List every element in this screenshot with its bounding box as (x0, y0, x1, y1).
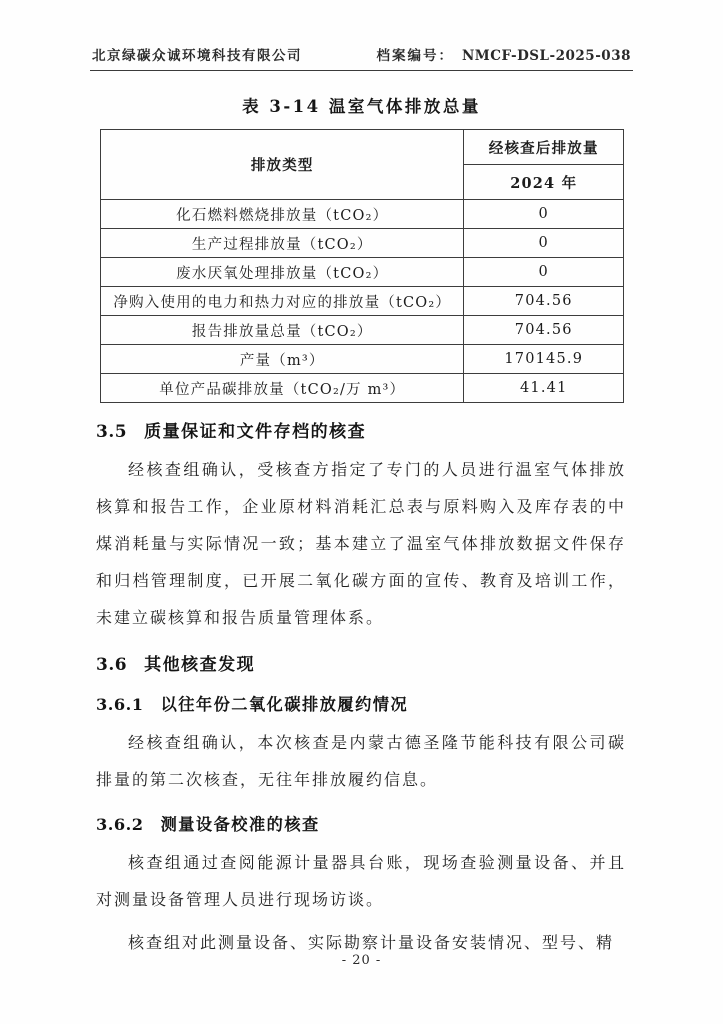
emissions-table-header (101, 130, 624, 200)
section-3-6-1-paragraph: 经核查组确认，本次核查是内蒙古德圣隆节能科技有限公司碳排量的第二次核查，无往年排放履约信息。 (96, 733, 626, 789)
archive-number-value: NMCF-DSL-2025-038 (461, 48, 631, 64)
section-heading-3-6-1 (96, 692, 626, 718)
archive-number-label: 档案编号： (376, 48, 454, 64)
table-caption: 表 3-14 温室气体排放总量 (242, 97, 481, 116)
emission-value-cell: 170145.9 (464, 345, 624, 374)
emission-value-cell: 0 (464, 258, 624, 287)
emission-type-cell: 生产过程排放量（tCO₂） (101, 229, 464, 258)
table-header-row-1 (101, 130, 624, 165)
emissions-table (100, 129, 624, 403)
section-3-6-2-paragraph-1: 核查组通过查阅能源计量器具台账，现场查验测量设备、并且对测量设备管理人员进行现场访谈。 (96, 853, 626, 909)
table-row (101, 258, 624, 287)
section-3-5-paragraph: 经核查组确认，受核查方指定了专门的人员进行温室气体排放核算和报告工作，企业原材料消耗汇总表与原料购入及库存表的中煤消耗量与实际情况一致；基本建立了温室气体排放数据文件保存和归档管理制度，已开展二氧化碳方面的宣传、教育及培训工作，未建立碳核算和报告质量管理体系。 (96, 460, 626, 627)
emission-value-cell: 0 (464, 229, 624, 258)
emission-value-cell: 0 (464, 200, 624, 229)
table-row (101, 316, 624, 345)
table-row (101, 229, 624, 258)
emission-type-cell: 单位产品碳排放量（tCO₂/万 m³） (101, 374, 464, 403)
section-heading-3-5 (96, 419, 626, 445)
section-3-6-2-paragraph-2: 核查组对此测量设备、实际勘察计量设备安装情况、型号、精 (128, 933, 615, 952)
emission-type-cell: 废水厌氧处理排放量（tCO₂） (101, 258, 464, 287)
emission-value-cell: 704.56 (464, 316, 624, 345)
emission-value-cell: 41.41 (464, 374, 624, 403)
col-header-verified-emissions: 经核查后排放量 (464, 130, 624, 165)
section-heading-3-6-2 (96, 812, 626, 838)
emission-type-cell: 净购入使用的电力和热力对应的排放量（tCO₂） (101, 287, 464, 316)
section-title: 以往年份二氧化碳排放履约情况 (160, 695, 409, 714)
emission-type-cell: 报告排放量总量（tCO₂） (101, 316, 464, 345)
emission-type-cell: 化石燃料燃烧排放量（tCO₂） (101, 200, 464, 229)
table-row (101, 287, 624, 316)
emissions-table-body (101, 200, 624, 403)
section-number: 3.6.2 (96, 815, 144, 834)
table-row (101, 200, 624, 229)
archive-number (376, 44, 631, 64)
section-number: 3.6.1 (96, 695, 144, 714)
document-body (96, 419, 626, 961)
page-header (90, 44, 633, 71)
table-row (101, 374, 624, 403)
col-header-year: 2024 年 (464, 165, 624, 200)
section-title: 测量设备校准的核查 (160, 815, 320, 834)
table-row (101, 345, 624, 374)
section-title: 质量保证和文件存档的核查 (144, 422, 367, 442)
section-heading-3-6 (96, 652, 626, 678)
section-number: 3.5 (96, 422, 128, 442)
section-number: 3.6 (96, 655, 128, 675)
col-header-emission-type: 排放类型 (101, 130, 464, 200)
page-number: - 20 - (341, 953, 382, 968)
section-title: 其他核查发现 (144, 655, 256, 675)
emission-type-cell: 产量（m³） (101, 345, 464, 374)
emission-value-cell: 704.56 (464, 287, 624, 316)
company-name: 北京绿碳众诚环境科技有限公司 (92, 48, 302, 64)
